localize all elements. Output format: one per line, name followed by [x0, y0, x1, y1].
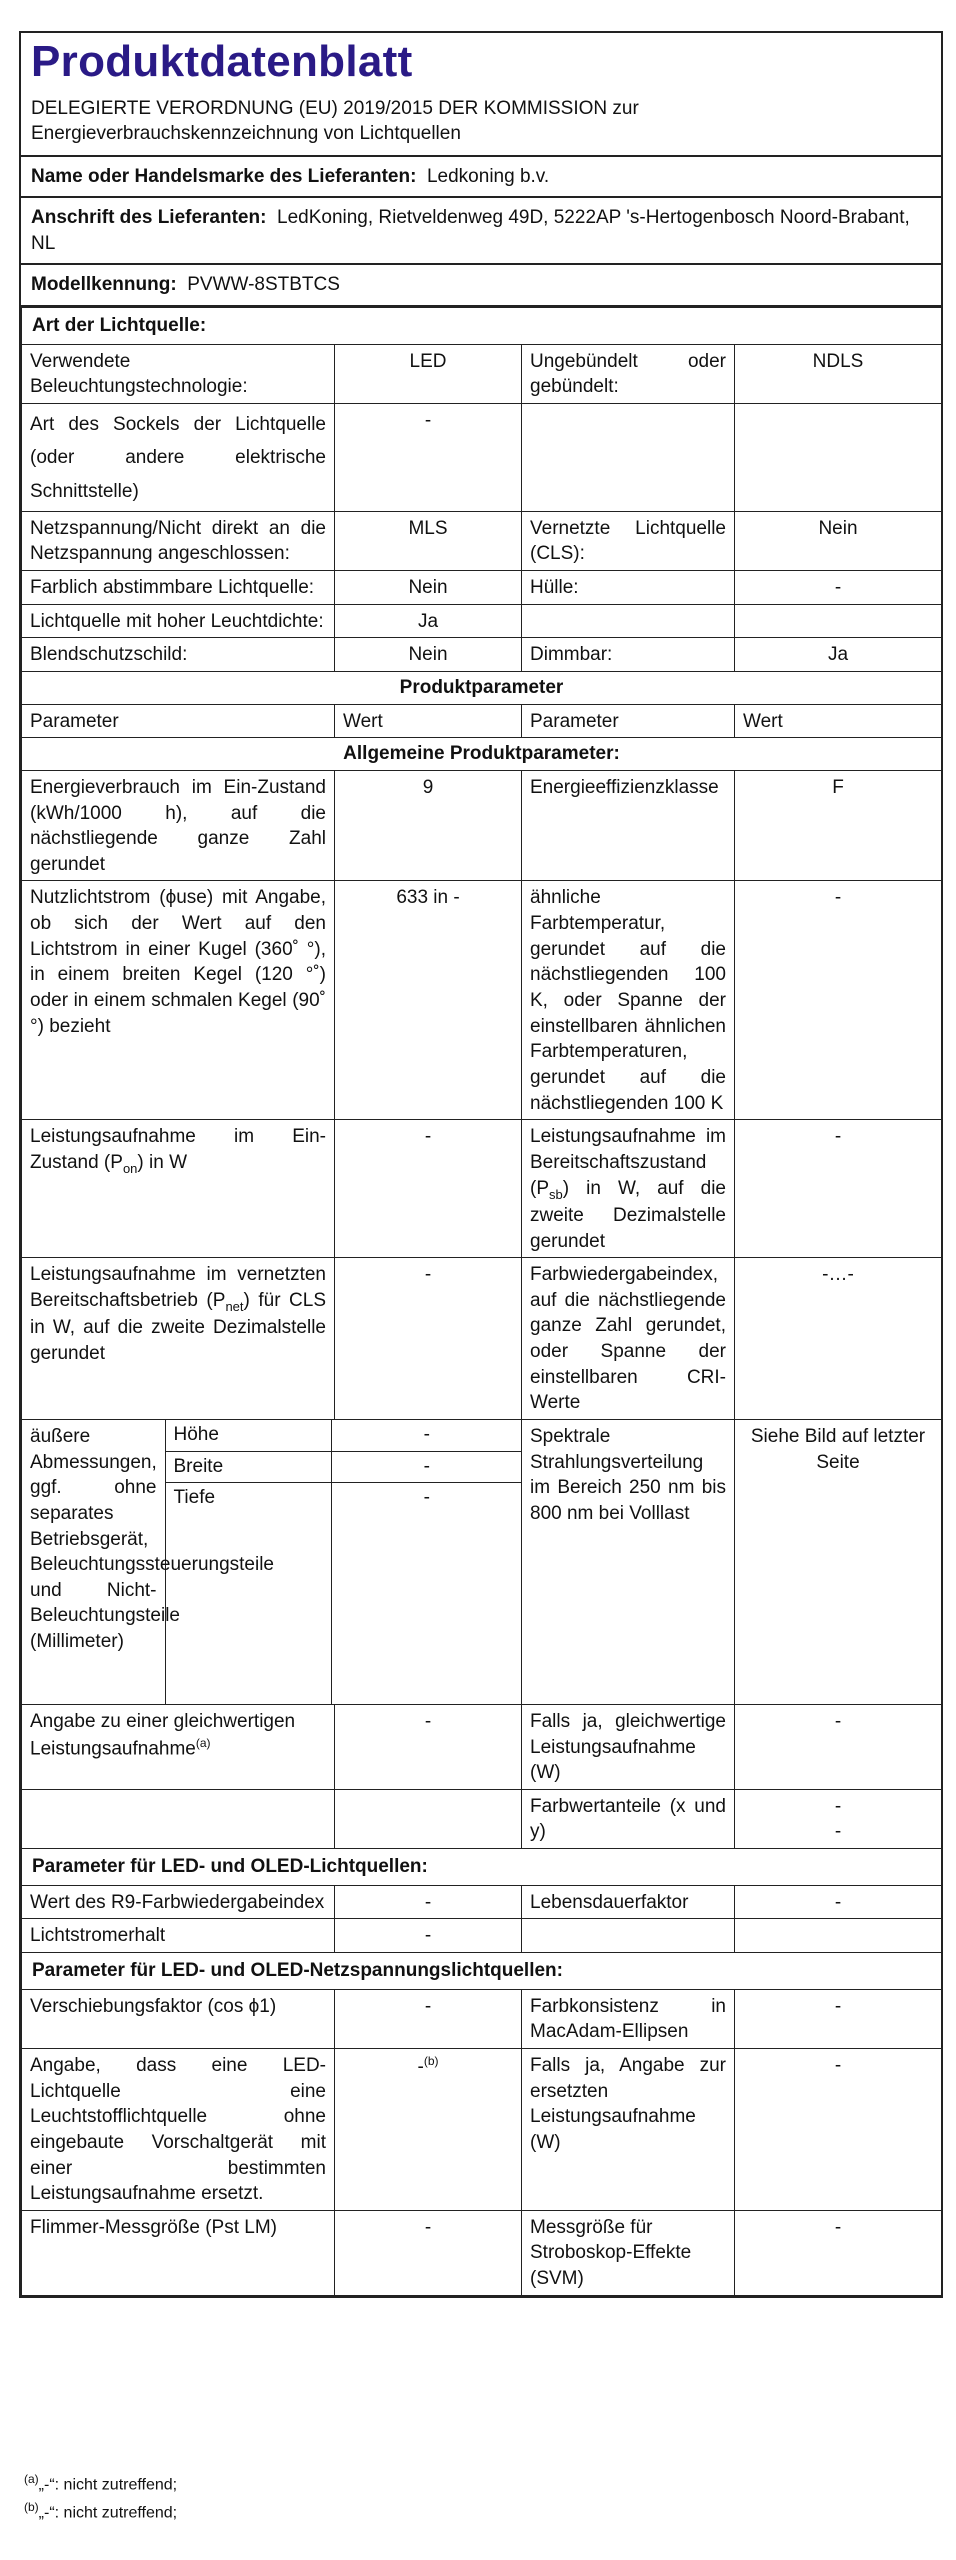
column-header-parameter: Parameter: [22, 704, 335, 738]
cell-label: Verwendete Beleuchtungstechnologie:: [22, 344, 335, 403]
cell-value: MLS: [335, 511, 522, 570]
cell-label: Ungebündelt oder gebündelt:: [522, 344, 735, 403]
displacement-factor-label: Verschiebungsfaktor (cos ϕ1): [22, 1989, 335, 2048]
cell-label: Netzspannung/Nicht direkt an die Netzspannung angeschlossen:: [22, 511, 335, 570]
supplier-name-label: Name oder Handelsmarke des Lieferanten:: [31, 165, 417, 187]
pon-label-text: Leistungsaufnahme im Ein-Zustand (P: [30, 1126, 326, 1173]
pnet-label-text: Leistungsaufnahme im vernetzten Bereitschaftsbetrieb (P: [30, 1264, 326, 1311]
cell-value: [735, 604, 942, 638]
footnote-a-text: „-“: nicht zutreffend;: [38, 2476, 178, 2494]
table-row: [22, 571, 942, 605]
psb-label: [522, 1120, 735, 1258]
equivalent-power-w-label: Falls ja, gleichwertige Leistungsaufnahme (W): [522, 1704, 735, 1789]
dimension-value: -: [331, 1451, 522, 1483]
psb-label-text: Leistungsaufnahme im Bereitschaftszustand (P: [530, 1126, 726, 1199]
dimension-label: Tiefe: [165, 1483, 331, 1514]
flux-value: 633 in -: [335, 881, 522, 1120]
dimensions-label: äußere Abmessungen, ggf. ohne separates Betriebsgerät, Beleuchtungssteuerungsteile und Nicht-Beleuchtungsteile (Millimeter): [22, 1420, 165, 1704]
empty-cell: [335, 1789, 522, 1848]
chromaticity-label: Farbwertanteile (x und y): [522, 1789, 735, 1848]
table-row: [22, 638, 942, 672]
cell-value: Nein: [335, 638, 522, 672]
cell-label: Dimmbar:: [522, 638, 735, 672]
cell-value: [735, 404, 942, 512]
equivalent-power-w-value: -: [735, 1704, 942, 1789]
cell-label: Farblich abstimmbare Lichtquelle:: [22, 571, 335, 605]
column-header-value: Wert: [735, 704, 942, 738]
dimension-spacer: [331, 1514, 522, 1704]
equivalent-power-text: Angabe zu einer gleichwertigen Leistungsaufnahme: [30, 1710, 296, 1759]
spectral-value: Siehe Bild auf letzter Seite: [735, 1420, 942, 1705]
empty-cell: [735, 1919, 942, 1953]
pnet-subscript: net: [225, 1298, 244, 1314]
psb-subscript: sb: [549, 1186, 563, 1202]
column-header-parameter: Parameter: [522, 704, 735, 738]
supplier-address-label: Anschrift des Lieferanten:: [31, 207, 267, 229]
pnet-label: [22, 1258, 335, 1420]
footnote-b-text: „-“: nicht zutreffend;: [38, 2504, 178, 2522]
page-title: Produktdatenblatt: [31, 37, 413, 86]
dimension-spacer: [165, 1514, 331, 1704]
dimension-value: -: [331, 1483, 522, 1514]
pon-value: -: [335, 1120, 522, 1258]
cell-value: Nein: [335, 571, 522, 605]
table-row: [22, 1258, 942, 1420]
efficiency-class-value: F: [735, 770, 942, 881]
cell-value: -: [735, 571, 942, 605]
table-row: [22, 1885, 942, 1919]
macadam-value: -: [735, 1989, 942, 2048]
led-mains-params-heading: Parameter für LED- und OLED-Netzspannungslichtquellen:: [22, 1953, 942, 1990]
table-row: [22, 1120, 942, 1258]
table-row: [22, 1789, 942, 1848]
replacement-value-cell: [335, 2048, 522, 2210]
stroboscopic-label: Messgröße für Stroboskop-Effekte (SVM): [522, 2210, 735, 2295]
spectral-label: Spektrale Strahlungsverteilung im Bereich 250 nm bis 800 nm bei Volllast: [522, 1420, 735, 1705]
equivalent-power-value: -: [335, 1704, 522, 1789]
footnote-marker-b: (b): [423, 2053, 439, 2068]
empty-cell: [522, 1919, 735, 1953]
title-block: [21, 33, 941, 157]
product-params-heading: Produktparameter: [22, 672, 942, 705]
pnet-value: -: [335, 1258, 522, 1420]
table-row: [22, 1420, 942, 1705]
general-params-heading: Allgemeine Produktparameter:: [22, 738, 942, 771]
psb-value: -: [735, 1120, 942, 1258]
r9-value: -: [335, 1885, 522, 1919]
product-data-sheet: [19, 31, 943, 2298]
lifetime-factor-value: -: [735, 1885, 942, 1919]
cri-value: -…-: [735, 1258, 942, 1420]
table-row: [22, 344, 942, 403]
displacement-factor-value: -: [335, 1989, 522, 2048]
cri-label: Farbwiedergabeindex, auf die nächstliegende ganze Zahl gerundet, oder Spanne der einstellbaren CRI-Werte: [522, 1258, 735, 1420]
replaced-power-label: Falls ja, Angabe zur ersetzten Leistungsaufnahme (W): [522, 2048, 735, 2210]
cct-label: ähnliche Farbtemperatur, gerundet auf die nächstliegenden 100 K, oder Spanne der einstellbaren ähnlichen Farbtemperaturen, gerundet auf die nächstliegenden 100 K: [522, 881, 735, 1120]
table-row: [22, 404, 942, 512]
table-row: [22, 604, 942, 638]
energy-label: Energieverbrauch im Ein-Zustand (kWh/1000 h), auf die nächstliegende ganze Zahl gerundet: [22, 770, 335, 881]
light-type-heading: Art der Lichtquelle:: [22, 308, 942, 345]
table-row: [22, 511, 942, 570]
lifetime-factor-label: Lebensdauerfaktor: [522, 1885, 735, 1919]
macadam-label: Farbkonsistenz in MacAdam-Ellipsen: [522, 1989, 735, 2048]
cell-value: NDLS: [735, 344, 942, 403]
column-header-value: Wert: [335, 704, 522, 738]
psb-label-unit: ) in W, auf die zweite Dezimalstelle gerundet: [530, 1177, 726, 1252]
flicker-label: Flimmer-Messgröße (Pst LM): [22, 2210, 335, 2295]
regulation-text: DELEGIERTE VERORDNUNG (EU) 2019/2015 DER KOMMISSION zur Energieverbrauchskennzeichnung von Lichtquellen: [31, 98, 639, 144]
replacement-value: -: [417, 2056, 424, 2078]
equivalent-power-label: [22, 1704, 335, 1789]
supplier-address-value: LedKoning, Rietveldenweg 49D, 5222AP 's-Hertogenbosch Noord-Brabant, NL: [31, 207, 910, 254]
stroboscopic-value: -: [735, 2210, 942, 2295]
table-row: [22, 881, 942, 1120]
table-row: [22, 2210, 942, 2295]
cell-label: [522, 604, 735, 638]
dimension-value: -: [331, 1420, 522, 1451]
cell-label: Art des Sockels der Lichtquelle (oder andere elektrische Schnittstelle): [22, 404, 335, 512]
data-table: [21, 307, 942, 2296]
footnotes: [24, 2470, 177, 2526]
chromaticity-value: [735, 1789, 942, 1848]
supplier-name-row: [21, 157, 941, 199]
cell-label: Lichtquelle mit hoher Leuchtdichte:: [22, 604, 335, 638]
dimension-label: Breite: [165, 1451, 331, 1483]
model-row: [21, 265, 941, 307]
table-row: [22, 1704, 942, 1789]
cell-label: [522, 404, 735, 512]
dimension-label: Höhe: [165, 1420, 331, 1451]
led-params-heading: Parameter für LED- und OLED-Lichtquellen:: [22, 1849, 942, 1886]
model-value: PVWW-8STBTCS: [187, 274, 340, 296]
efficiency-class-label: Energieeffizienzklasse: [522, 770, 735, 881]
footnote-b-mark: (b): [24, 2499, 39, 2514]
pon-label-unit: ) in W: [137, 1151, 188, 1173]
pnet-label-unit: ) für CLS in W, auf die zweite Dezimalstelle gerundet: [30, 1289, 326, 1364]
energy-value: 9: [335, 770, 522, 881]
cct-value: -: [735, 881, 942, 1120]
cell-value: LED: [335, 344, 522, 403]
table-row: [22, 1919, 942, 1953]
column-header-row: [22, 704, 942, 738]
table-row: [22, 1989, 942, 2048]
supplier-address-row: [21, 198, 941, 265]
lumen-maintenance-value: -: [335, 1919, 522, 1953]
cell-label: Vernetzte Lichtquelle (CLS):: [522, 511, 735, 570]
supplier-name-value: Ledkoning b.v.: [426, 165, 550, 187]
empty-cell: [22, 1789, 335, 1848]
footnote-marker-a: (a): [195, 1735, 211, 1750]
chromaticity-x-value: -: [834, 1795, 842, 1817]
model-label: Modellkennung:: [31, 274, 177, 296]
cell-value: -: [335, 404, 522, 512]
cell-label: Blendschutzschild:: [22, 638, 335, 672]
footnote-b: [24, 2498, 177, 2526]
flux-label: Nutzlichtstrom (ϕuse) mit Angabe, ob sich der Wert auf den Lichtstrom in einer Kugel (360˚ °), in einem breiten Kegel (120 °˚) oder in einem schmalen Kegel (90˚ °) bezieht: [22, 881, 335, 1120]
footnote-a: [24, 2470, 177, 2498]
cell-value: Ja: [735, 638, 942, 672]
replacement-label: Angabe, dass eine LED-Lichtquelle eine Leuchtstofflichtquelle ohne eingebaute Vorschaltgerät mit einer bestimmten Leistungsaufnahme ersetzt.: [22, 2048, 335, 2210]
cell-value: Nein: [735, 511, 942, 570]
lumen-maintenance-label: Lichtstromerhalt: [22, 1919, 335, 1953]
cell-value: Ja: [335, 604, 522, 638]
cell-label: Hülle:: [522, 571, 735, 605]
table-row: [22, 770, 942, 881]
table-row: [22, 2048, 942, 2210]
footnote-a-mark: (a): [24, 2472, 39, 2486]
dimensions-cell: [22, 1420, 522, 1705]
flicker-value: -: [335, 2210, 522, 2295]
replaced-power-value: -: [735, 2048, 942, 2210]
chromaticity-y-value: -: [834, 1821, 842, 1843]
pon-label: [22, 1120, 335, 1258]
r9-label: Wert des R9-Farbwiedergabeindex: [22, 1885, 335, 1919]
pon-subscript: on: [122, 1160, 138, 1176]
